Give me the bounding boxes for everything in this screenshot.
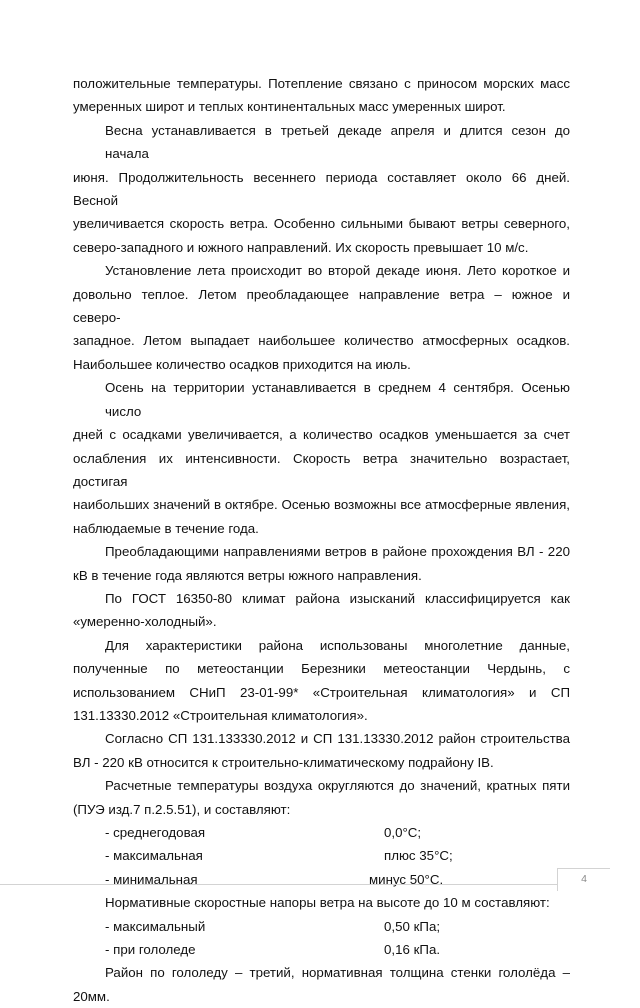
paragraph-summer bbox=[73, 259, 570, 376]
list-item bbox=[73, 844, 570, 867]
temperature-label: - среднегодовая bbox=[105, 825, 206, 840]
paragraph-wind-directions bbox=[73, 540, 570, 587]
text-line: По ГОСТ 16350-80 климат района изысканий классифицируется как bbox=[105, 590, 570, 606]
temperature-label: - минимальная bbox=[105, 871, 198, 887]
text-line: ослабления их интенсивности. Скорость ветра значительно возрастает, достигая bbox=[73, 450, 570, 489]
footer-divider bbox=[0, 884, 557, 885]
paragraph-ice-region bbox=[73, 961, 570, 1008]
wind-pressure-value: 0,50 кПа; bbox=[384, 918, 441, 934]
text-line: увеличивается скорость ветра. Особенно сильными бывают ветры северного, bbox=[73, 216, 570, 232]
paragraph-temperatures-intro bbox=[73, 72, 570, 119]
text-line: наблюдаемые в течение года. bbox=[73, 520, 259, 536]
text-line: Согласно СП 131.133330.2012 и СП 131.13330.2012 район строительства bbox=[105, 731, 570, 747]
text-line: ВЛ - 220 кВ относится к строительно-климатическому подрайону IВ. bbox=[73, 754, 494, 770]
text-line: Весна устанавливается в третьей декаде апреля и длится сезон до начала bbox=[105, 122, 570, 162]
text-line: Для характеристики района использованы многолетние данные, bbox=[105, 637, 570, 653]
wind-pressure-label: - максимальный bbox=[105, 918, 206, 934]
document-body bbox=[73, 72, 570, 1008]
temperature-value: 0,0°С; bbox=[384, 825, 422, 840]
text-line: дней с осадками увеличивается, а количество осадков уменьшается за счет bbox=[73, 427, 570, 443]
text-line: положительные температуры. Потепление связано с приносом морских масс bbox=[73, 76, 570, 91]
text-line: Район по гололеду – третий, нормативная толщина стенки гололёда – bbox=[105, 965, 570, 981]
temperature-value: минус 50°С. bbox=[369, 871, 444, 887]
text-line: Преобладающими направлениями ветров в районе прохождения ВЛ - 220 bbox=[105, 544, 570, 560]
text-line: 131.13330.2012 «Строительная климатология». bbox=[73, 707, 368, 723]
text-line: полученные по метеостанции Березники метеостанции Чердынь, с bbox=[73, 661, 570, 677]
text-line: северо-западного и южного направлений. Их скорость превышает 10 м/с. bbox=[73, 239, 529, 255]
paragraph-construction-region bbox=[73, 727, 570, 774]
paragraph-gost-climate bbox=[73, 587, 570, 634]
list-item bbox=[73, 938, 570, 961]
wind-pressure-label: - при гололеде bbox=[105, 941, 196, 957]
text-line: умеренных широт и теплых континентальных масс умеренных широт. bbox=[73, 99, 506, 115]
text-line: наибольших значений в октябре. Осенью возможны все атмосферные явления, bbox=[73, 497, 570, 513]
text-line: Нормативные скоростные напоры ветра на высоте до 10 м составляют: bbox=[105, 895, 550, 911]
list-item bbox=[73, 821, 570, 844]
text-line: кВ в течение года являются ветры южного направления. bbox=[73, 567, 422, 583]
paragraph-spring bbox=[73, 119, 570, 259]
text-line: «умеренно-холодный». bbox=[73, 614, 217, 630]
wind-pressure-list bbox=[73, 915, 570, 962]
temperature-list bbox=[73, 821, 570, 891]
paragraph-wind-pressure-intro bbox=[73, 891, 570, 914]
text-line: западное. Летом выпадает наибольшее количество атмосферных осадков. bbox=[73, 333, 570, 349]
text-line: использованием СНиП 23-01-99* «Строительная климатология» и СП bbox=[73, 684, 570, 700]
text-line: июня. Продолжительность весеннего периода составляет около 66 дней. Весной bbox=[73, 169, 570, 209]
text-line: Наибольшее количество осадков приходится на июль. bbox=[73, 356, 411, 372]
paragraph-design-temperatures bbox=[73, 774, 570, 821]
list-item bbox=[73, 915, 570, 938]
text-line: Установление лета происходит во второй декаде июня. Лето короткое и bbox=[105, 263, 570, 279]
text-line: (ПУЭ изд.7 п.2.5.51), и составляют: bbox=[73, 801, 291, 817]
temperature-label: - максимальная bbox=[105, 848, 203, 864]
list-item bbox=[73, 868, 570, 891]
paragraph-autumn bbox=[73, 376, 570, 540]
page-number: 4 bbox=[557, 868, 610, 891]
temperature-value: плюс 35°С; bbox=[384, 848, 453, 864]
text-line: довольно теплое. Летом преобладающее направление ветра – южное и северо- bbox=[73, 286, 570, 326]
text-line: Расчетные температуры воздуха округляются до значений, кратных пяти bbox=[105, 778, 570, 794]
wind-pressure-value: 0,16 кПа. bbox=[384, 941, 441, 957]
text-line: Осень на территории устанавливается в среднем 4 сентября. Осенью число bbox=[105, 380, 570, 419]
paragraph-data-sources bbox=[73, 634, 570, 728]
text-line: 20мм. bbox=[73, 988, 110, 1004]
